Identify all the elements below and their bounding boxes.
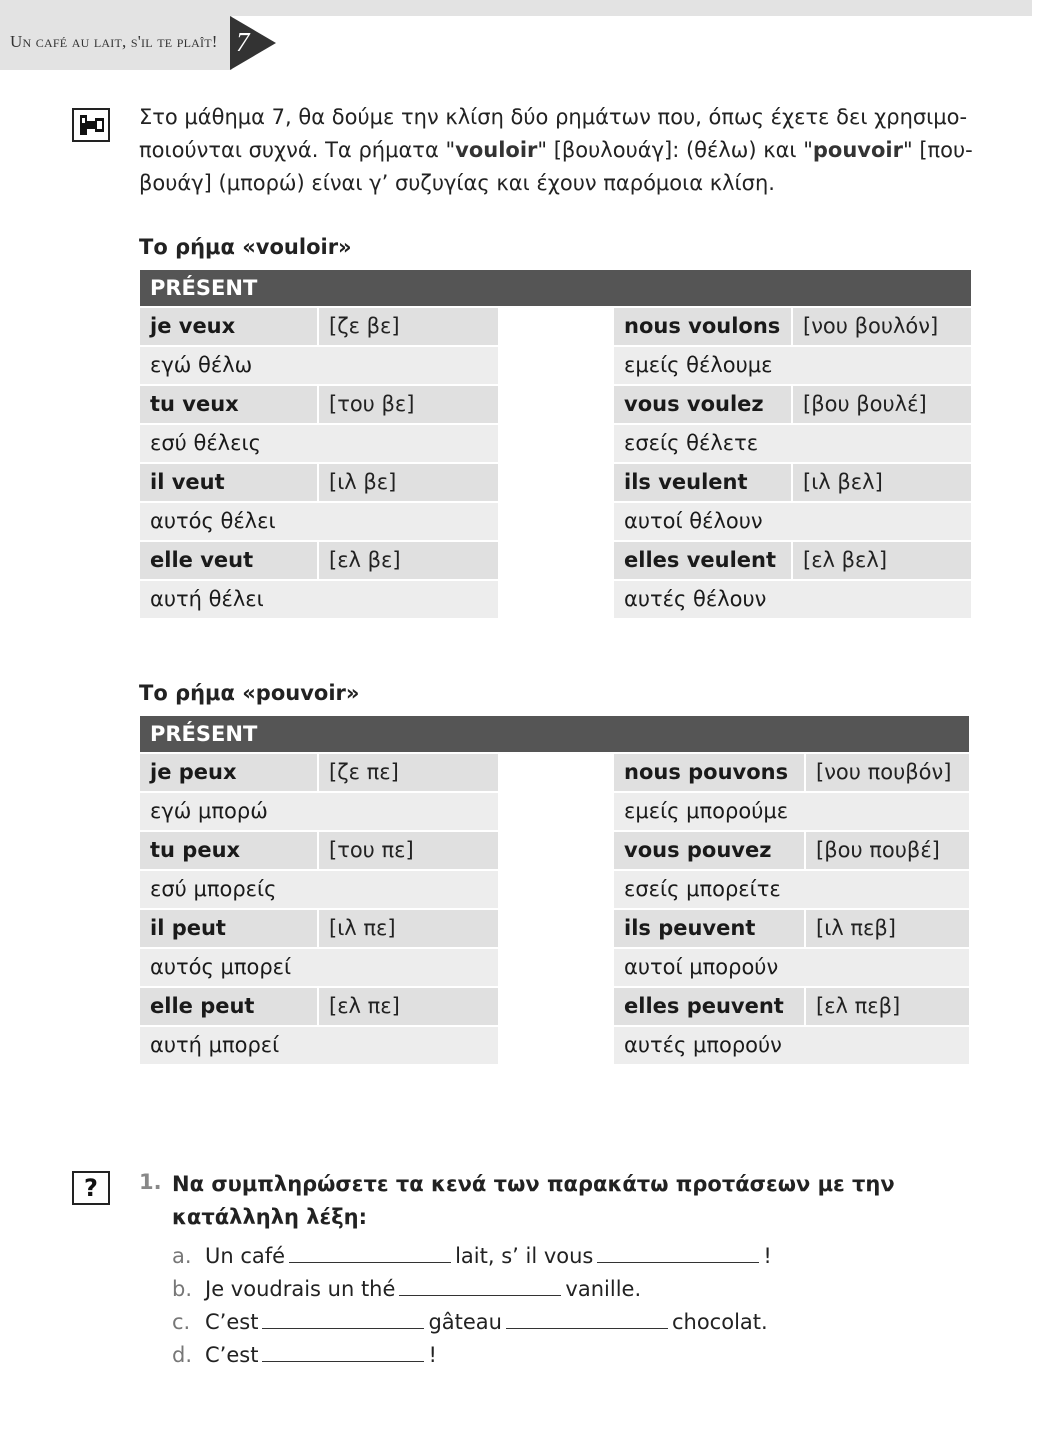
translation-row: αυτές μπορούν bbox=[614, 1027, 969, 1064]
verb-form: je veux bbox=[140, 308, 319, 345]
pronunciation: [βου βουλέ] bbox=[803, 392, 927, 416]
verb-form: il peut bbox=[140, 910, 319, 947]
conjugation-row bbox=[614, 910, 969, 947]
answer-blank[interactable] bbox=[399, 1277, 561, 1296]
answer-blank[interactable] bbox=[289, 1244, 451, 1263]
pouvoir-table bbox=[140, 716, 969, 1057]
verb-form: vous pouvez bbox=[614, 832, 806, 869]
verb-form: nous pouvons bbox=[614, 754, 806, 791]
pronunciation: [του βε] bbox=[329, 392, 415, 416]
verb-form: nous voulons bbox=[614, 308, 793, 345]
translation-row: εμείς μπορούμε bbox=[614, 793, 969, 830]
item-letter: b. bbox=[172, 1277, 193, 1301]
pouvoir-right-column bbox=[614, 752, 969, 1064]
item-letter: a. bbox=[172, 1244, 192, 1268]
translation-row: εσύ θέλεις bbox=[140, 425, 498, 462]
translation-row: εγώ θέλω bbox=[140, 347, 498, 384]
pouvoir-left-column bbox=[140, 752, 498, 1064]
pronunciation: [του πε] bbox=[329, 838, 414, 862]
pronunciation: [βου πουβέ] bbox=[816, 838, 940, 862]
pronunciation: [ιλ πε] bbox=[329, 916, 396, 940]
answer-blank[interactable] bbox=[262, 1343, 424, 1362]
table-header: PRÉSENT bbox=[140, 270, 971, 306]
item-letter: d. bbox=[172, 1343, 193, 1367]
bold-pouvoir: pouvoir bbox=[812, 138, 903, 162]
pronunciation: [ελ βε] bbox=[329, 548, 401, 572]
bold-vouloir: vouloir bbox=[455, 138, 538, 162]
conjugation-row bbox=[614, 832, 969, 869]
vouloir-left-column bbox=[140, 306, 498, 618]
top-bar bbox=[0, 0, 1032, 16]
pronunciation: [ιλ πεβ] bbox=[816, 916, 896, 940]
conjugation-row bbox=[614, 464, 971, 501]
conjugation-row bbox=[140, 988, 498, 1025]
answer-blank[interactable] bbox=[597, 1244, 759, 1263]
pronunciation: [ζε πε] bbox=[329, 760, 399, 784]
answer-blank[interactable] bbox=[506, 1310, 668, 1329]
verb-form: vous voulez bbox=[614, 386, 793, 423]
translation-row: αυτός θέλει bbox=[140, 503, 498, 540]
pouvoir-title: Το ρήμα «pouvoir» bbox=[139, 681, 360, 705]
translation-row: αυτοί θέλουν bbox=[614, 503, 971, 540]
conjugation-row bbox=[614, 542, 971, 579]
translation-row: αυτή μπορεί bbox=[140, 1027, 498, 1064]
verb-form: elles peuvent bbox=[614, 988, 806, 1025]
conjugation-row bbox=[140, 754, 498, 791]
translation-row: εσείς θέλετε bbox=[614, 425, 971, 462]
exercise-item-b: b. Je voudrais un thé vanille. bbox=[172, 1277, 642, 1301]
verb-form: tu veux bbox=[140, 386, 319, 423]
conjugation-row bbox=[614, 754, 969, 791]
exercise-item-d: d. C’est ! bbox=[172, 1343, 437, 1367]
exercise-number: 1. bbox=[139, 1170, 162, 1194]
translation-row: αυτός μπορεί bbox=[140, 949, 498, 986]
conjugation-row bbox=[614, 308, 971, 345]
translation-row: εσείς μπορείτε bbox=[614, 871, 969, 908]
conjugation-row bbox=[140, 910, 498, 947]
translation-row: αυτοί μπορούν bbox=[614, 949, 969, 986]
verb-form: ils peuvent bbox=[614, 910, 806, 947]
pronunciation: [νου πουβόν] bbox=[816, 760, 952, 784]
verb-form: tu peux bbox=[140, 832, 319, 869]
pronunciation: [ελ βελ] bbox=[803, 548, 888, 572]
conjugation-row bbox=[140, 308, 498, 345]
translation-row: εσύ μπορείς bbox=[140, 871, 498, 908]
pronunciation: [ελ πε] bbox=[329, 994, 400, 1018]
vouloir-table bbox=[140, 270, 971, 611]
translation-row: εγώ μπορώ bbox=[140, 793, 498, 830]
intro-paragraph: Στο μάθημα 7, θα δούμε την κλίση δύο ρημάτων που, όπως έχετε δει χρησιμο-ποιούνται συχνά. Τα ρήματα "vouloir" [βουλουάγ]: (θέλω) και "pouvoir" [που-βουάγ] (μπορώ) είναι γ’ συζυγίας και έχουν παρόμοια κλίση. bbox=[139, 105, 973, 195]
question-icon: ? bbox=[72, 1171, 110, 1205]
pronunciation: [ζε βε] bbox=[329, 314, 400, 338]
conjugation-row bbox=[614, 988, 969, 1025]
conjugation-row bbox=[140, 542, 498, 579]
exercise-question: Να συμπληρώσετε τα κενά των παρακάτω προτάσεων με την κατάλληλη λέξη: bbox=[172, 1172, 895, 1229]
translation-row: αυτή θέλει bbox=[140, 581, 498, 618]
chapter-number: 7 bbox=[236, 27, 250, 57]
conjugation-row bbox=[614, 386, 971, 423]
pronunciation: [ιλ βελ] bbox=[803, 470, 883, 494]
verb-form: ils veulent bbox=[614, 464, 793, 501]
verb-form: il veut bbox=[140, 464, 319, 501]
translation-row: αυτές θέλουν bbox=[614, 581, 971, 618]
pronunciation: [ιλ βε] bbox=[329, 470, 397, 494]
conjugation-row bbox=[140, 464, 498, 501]
conjugation-row bbox=[140, 386, 498, 423]
translation-row: εμείς θέλουμε bbox=[614, 347, 971, 384]
answer-blank[interactable] bbox=[262, 1310, 424, 1329]
vouloir-title: Το ρήμα «vouloir» bbox=[139, 235, 352, 259]
verb-form: je peux bbox=[140, 754, 319, 791]
pronunciation: [νου βουλόν] bbox=[803, 314, 939, 338]
item-letter: c. bbox=[172, 1310, 191, 1334]
vouloir-right-column bbox=[614, 306, 971, 618]
verb-form: elles veulent bbox=[614, 542, 793, 579]
tools-icon bbox=[72, 108, 110, 142]
verb-form: elle veut bbox=[140, 542, 319, 579]
exercise-item-c: c. C’est gâteau chocolat. bbox=[172, 1310, 768, 1334]
table-header: PRÉSENT bbox=[140, 716, 969, 752]
verb-form: elle peut bbox=[140, 988, 319, 1025]
exercise-item-a: a. Un café lait, s’ il vous ! bbox=[172, 1244, 772, 1268]
conjugation-row bbox=[140, 832, 498, 869]
running-title: Un café au lait, s'il te plaît! bbox=[10, 32, 218, 51]
pronunciation: [ελ πεβ] bbox=[816, 994, 901, 1018]
